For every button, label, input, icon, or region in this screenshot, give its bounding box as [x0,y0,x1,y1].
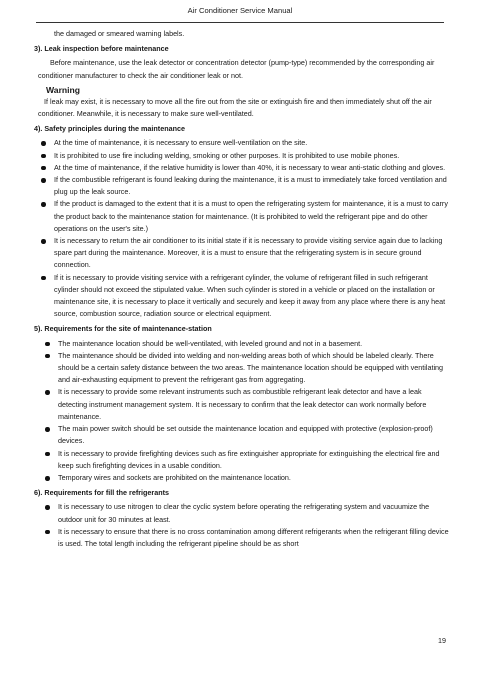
list-item [34,235,452,272]
list-item [34,350,452,387]
page-header [36,0,444,22]
list-item-text: If it is necessary to provide visiting service with a refrigerant cylinder, the volume of refrigerant filled in such refrigerant cylinder should not exceed the stipulated value. When such cylinder is stored in a vehicle or placed on the installation or maintenance site, it is necessary to place it vertically and securely and keep it away from any place where there is any heat source, combustion source, radiation source or electrical equipment. [54,272,446,319]
bullet-icon [41,154,46,159]
section-4-heading: 4). Safety principles during the maintenance [34,124,185,134]
page-body [34,28,452,550]
bullet-icon [45,354,50,359]
list-item [34,198,452,235]
bullet-icon [45,452,50,457]
list-item [34,526,452,550]
list-item [34,137,452,149]
list-item [34,423,452,447]
list-item [34,501,452,525]
bullet-icon [41,202,46,207]
list-item-text: The maintenance location should be well-ventilated, with leveled ground and not in a basement. [58,338,363,348]
bullet-icon [45,530,50,535]
list-item-text: At the time of maintenance, it is necessary to ensure well-ventilation on the site. [54,138,308,148]
list-item-text: It is necessary to provide some relevant instruments such as combustible refrigerant leak detector and have a leak detecting instrument management system. It is necessary to confirm that the leak detector can work normally before maintenance. [58,387,427,421]
section-3-paragraph: Before maintenance, use the leak detector or concentration detector (pump-type) recommended by the corresponding air conditioner manufacturer to check the air conditioner leak or not. [38,58,435,80]
section-4-list [34,137,452,320]
list-item-text: It is necessary to return the air conditioner to its initial state if it is necessary to provide visiting service again due to lacking spare part during the maintenance. Moreover, it is a must to ensure that the refrigerating system is in secure ground connection. [54,236,443,270]
list-item-text: It is necessary to ensure that there is no cross contamination among different refrigerants when the refrigerant filling device is used. The total length including the refrigerant pipeline should be as short [58,526,449,548]
list-item-text: It is prohibited to use fire including welding, smoking or other purposes. It is prohibited to use mobile phones. [54,150,400,160]
list-item [34,150,452,162]
bullet-icon [45,390,50,395]
bullet-icon [45,342,50,347]
bullet-icon [41,178,46,183]
manual-title: Air Conditioner Service Manual [187,6,293,15]
page-number: 19 [438,636,446,645]
bullet-icon [45,476,50,481]
bullet-icon [45,505,50,510]
bullet-icon [41,141,46,146]
list-item [34,338,452,350]
bullet-icon [41,166,46,171]
section-5-heading: 5). Requirements for the site of maintenance-station [34,324,212,334]
list-item [34,272,452,321]
list-item-text: The main power switch should be set outside the maintenance location and equipped with protective (explosion-proof) devices. [58,424,433,446]
list-item-text: It is necessary to provide firefighting devices such as fire extinguisher appropriate for extinguishing the electrical fire and keep such firefighting devices in a usable condition. [58,448,440,470]
list-item [34,162,452,174]
bullet-icon [41,239,46,244]
section-5-list [34,338,452,484]
section-6-heading: 6). Requirements for fill the refrigerants [34,488,169,498]
list-item-text: If the product is damaged to the extent that it is a must to open the refrigerating system for maintenance, it is a must to carry the product back to the maintenance station for maintenance. (It is prohibited to weld the refrigerant pipe and do other operations on the user's site.) [54,199,448,233]
list-item [34,386,452,423]
continuation-text: the damaged or smeared warning labels. [54,29,185,38]
list-item-text: At the time of maintenance, if the relative humidity is lower than 40%, it is necessary to wear anti-static clothing and gloves. [54,162,446,172]
list-item-text: If the combustible refrigerant is found leaking during the maintenance, it is a must to immediately take forced ventilation and plug up the leak source. [54,175,447,197]
section-3-heading: 3). Leak inspection before maintenance [34,44,169,54]
warning-title: Warning [46,84,81,95]
warning-text: If leak may exist, it is necessary to move all the fire out from the site or extinguish fire and then immediately shut off the air conditioner. Meanwhile, it is necessary to make sure well-ventilated. [38,96,432,119]
bullet-icon [45,427,50,432]
bullet-icon [41,276,46,281]
list-item [34,174,452,198]
section-6-list [34,501,452,550]
list-item-text: Temporary wires and sockets are prohibited on the maintenance location. [58,472,291,482]
list-item-text: It is necessary to use nitrogen to clear the cyclic system before operating the refrigerating system and vacuumize the outdoor unit for 30 minutes at least. [58,502,430,524]
list-item [34,448,452,472]
list-item [34,472,452,484]
header-divider [36,22,444,23]
list-item-text: The maintenance should be divided into welding and non-welding areas both of which should be labeled clearly. There should be a certain safety distance between the two areas. The maintenance location should be equipped with ventilating and air-exhausting equipment to prevent the refrigerant gas from aggregating. [58,350,444,385]
